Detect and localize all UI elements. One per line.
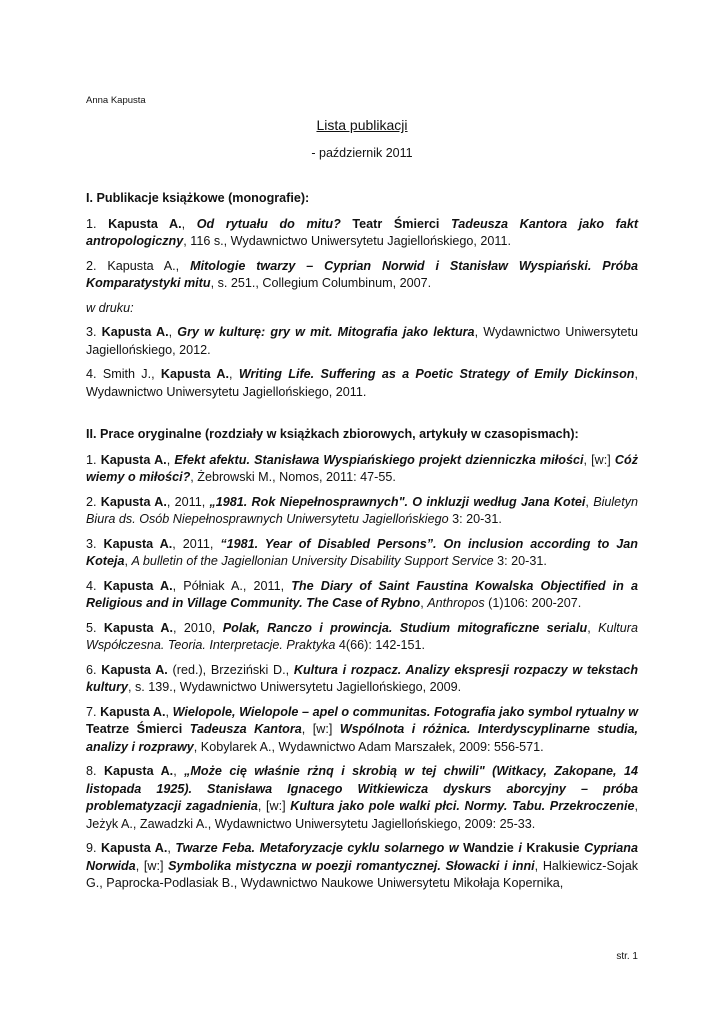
entry-text: , 116 s., Wydawnictwo Uniwersytetu Jagiellońskiego, 2011. <box>183 234 511 248</box>
entry-text: , [w:] <box>257 799 291 813</box>
articles-entries <box>86 452 638 893</box>
entry-text: Kapusta A. <box>103 620 173 635</box>
entry-text: Biuletyn Biura ds. Osób Niepełnosprawnych Uniwersytetu Jagiellońskiego <box>86 494 638 526</box>
entry-text: , [w:] <box>583 452 615 467</box>
books-entries <box>86 216 638 293</box>
entry-text: Kapusta A. <box>101 325 169 339</box>
in-print-label: w druku: <box>86 300 134 315</box>
entry-number: 4. <box>86 367 103 381</box>
entry-text: Kultura jako pole walki płci. Normy. Tabu. Przekroczenie <box>290 799 635 813</box>
entry-text: „1981. Rok Niepełnosprawnych". O inkluzji według Jana Kotei <box>209 494 586 509</box>
entry-text: , <box>167 841 176 855</box>
entry-text: Cypriana Norwida <box>86 841 638 873</box>
entry-text: , <box>165 704 173 719</box>
entry-text: A bulletin of the Jagiellonian University Disability Support Service <box>131 554 494 568</box>
entry-number: 5. <box>86 620 104 635</box>
publication-entry <box>86 366 638 401</box>
entry-text: , <box>585 494 594 509</box>
entry-text: Tadeusza Kantora <box>189 722 302 736</box>
entry-text: Od rytuału do mitu? <box>196 216 341 231</box>
entry-text: Polak, Ranczo i prowincja. Studium mitograficzne serialu <box>222 620 588 635</box>
entry-text: Tadeusza Kantora jako fakt antropologiczny <box>86 216 639 248</box>
document-title <box>0 117 724 133</box>
publication-entry <box>86 536 638 571</box>
entry-text: „Może cię właśnie rżnq i skrobią w tej chwili" (Witkacy, Zakopane, 14 listopada 1925). Stanisława Ignacego Witkiewicza dyskurs aborcyjny – próba problematyzacji zagadnienia <box>86 764 638 813</box>
publication-list <box>86 190 638 900</box>
entry-text <box>182 722 190 736</box>
entry-text: , <box>124 554 132 568</box>
in-print-entries <box>86 324 638 401</box>
entry-text: Kapusta A. <box>160 367 230 381</box>
entry-text: Kapusta A. <box>103 764 174 778</box>
entry-number: 2. <box>86 494 101 509</box>
entry-text: , s. 139., Wydawnictwo Uniwersytetu Jagiellońskiego, 2009. <box>128 680 462 694</box>
publication-entry <box>86 258 638 293</box>
entry-text: The Diary of Saint Faustina Kowalska Objectified in a Religious and in Village Community. The Case of Rybno <box>86 578 638 610</box>
entry-text: 4(66): 142-151. <box>335 638 426 652</box>
entry-text: Kapusta A. <box>100 452 167 467</box>
entry-text: , <box>587 620 599 635</box>
entry-text: , s. 251., Collegium Columbinum, 2007. <box>210 276 432 290</box>
publication-entry <box>86 324 638 359</box>
entry-text: , Żebrowski M., Nomos, 2011: 47-55. <box>190 470 396 484</box>
entry-text: Kapusta A. <box>101 662 168 677</box>
entry-text: (red.), Brzeziński D., <box>167 662 294 677</box>
entry-number: 3. <box>86 536 104 551</box>
publication-entry <box>86 578 638 613</box>
entry-number: 8. <box>86 764 104 778</box>
entry-text: Kapusta A. <box>101 841 168 855</box>
entry-text <box>439 217 451 231</box>
entry-text: , <box>173 764 185 778</box>
entry-text: , <box>168 325 178 339</box>
page-number: str. 1 <box>616 951 638 962</box>
entry-number: 7. <box>86 704 101 719</box>
entry-text <box>341 217 353 231</box>
entry-text: , 2011, <box>166 494 210 509</box>
entry-text: Wspólnota i różnica. Interdyscyplinarne studia, analizy i rozprawy <box>86 722 639 754</box>
publication-entry <box>86 216 638 251</box>
entry-text: Symbolika mistyczna w poezji romantycznej. Słowacki i inni <box>168 858 535 873</box>
entry-number: 1. <box>86 452 101 467</box>
publication-entry <box>86 620 638 655</box>
publication-entry <box>86 452 638 487</box>
entry-text: Krakusie <box>526 841 580 855</box>
entry-text: , 2010, <box>173 620 223 635</box>
entry-text: , <box>229 367 239 381</box>
entry-text: Kultura i rozpacz. Analizy ekspresji rozpaczy w tekstach kultury <box>86 662 639 694</box>
publication-entry <box>86 763 638 833</box>
entry-text: Kapusta A. <box>108 216 182 231</box>
document-title-text: Lista publikacji <box>316 117 408 133</box>
entry-text: Kapusta A. <box>100 704 166 719</box>
entry-text: Twarze Feba. Metaforyzacje cyklu solarnego w <box>175 841 464 855</box>
entry-text: , Kobylarek A., Wydawnictwo Adam Marszałek, 2009: 556-571. <box>193 739 544 754</box>
entry-text: 3: 20-31. <box>493 554 547 568</box>
entry-text: , <box>420 596 428 610</box>
entry-text: , Wydawnictwo Uniwersytetu Jagiellońskiego, 2012. <box>86 325 639 357</box>
entry-text: Efekt afektu. Stanisława Wyspiańskiego projekt dzienniczka miłości <box>174 452 584 467</box>
publication-entry <box>86 494 638 529</box>
section-heading-articles: II. Prace oryginalne (rozdziały w książkach zbiorowych, artykuły w czasopismach): <box>86 427 579 441</box>
entry-text: , <box>166 452 175 467</box>
entry-text: Kultura Współczesna. Teoria. Interpretacje. Praktyka <box>86 620 638 652</box>
document-date: - październik 2011 <box>311 146 413 160</box>
entry-text: , Półniak A., 2011, <box>172 578 292 593</box>
entry-text: Anthropos <box>427 596 485 610</box>
entry-text: , [w:] <box>301 722 340 736</box>
entry-text: Writing Life. Suffering as a Poetic Strategy of Emily Dickinson <box>238 367 635 381</box>
entry-text: Kapusta A., <box>107 258 191 273</box>
entry-number: 6. <box>86 662 102 677</box>
entry-text: Gry w kulturę: gry w mit. Mitografia jako lektura <box>177 325 475 339</box>
entry-text: , Wydawnictwo Uniwersytetu Jagiellońskiego, 2011. <box>86 367 639 399</box>
entry-text: Smith J., <box>102 367 161 381</box>
entry-text: Kapusta A. <box>100 494 167 509</box>
entry-text: Teatr Śmierci <box>352 216 440 231</box>
entry-text: “1981. Year of Disabled Persons”. On inclusion according to Jan Koteja <box>86 536 638 568</box>
entry-text: 3: 20-31. <box>448 512 502 526</box>
entry-text: Wandzie <box>463 841 514 855</box>
entry-text: Cóż wiemy o miłości? <box>86 452 639 484</box>
entry-text: , Jeżyk A., Zawadzki A., Wydawnictwo Uniwersytetu Jagiellońskiego, 2009: 25-33. <box>86 799 638 831</box>
entry-number: 4. <box>86 578 104 593</box>
entry-text: Teatrze Śmierci <box>86 722 183 736</box>
entry-number: 1. <box>86 216 109 231</box>
section-spacer <box>86 408 638 426</box>
entry-text: Kapusta A. <box>103 536 173 551</box>
entry-text: , Halkiewicz-Sojak G., Paprocka-Podlasiak B., Wydawnictwo Naukowe Uniwersytetu Mikołaja Kopernika, <box>86 858 639 890</box>
entry-text: (1)106: 200-207. <box>484 596 582 610</box>
entry-text: Wielopole, Wielopole – apel o communitas. Fotografia jako symbol rytualny w <box>172 704 638 719</box>
entry-text: Mitologie twarzy – Cyprian Norwid i Stanisław Wyspiański. Próba Komparatystyki mitu <box>86 258 638 290</box>
entry-text: , <box>181 216 197 231</box>
entry-text: Kapusta A. <box>103 578 173 593</box>
publication-entry <box>86 662 638 697</box>
entry-number: 3. <box>86 325 102 339</box>
entry-text: i <box>518 841 522 855</box>
entry-text: , [w:] <box>135 858 169 873</box>
entry-text: , 2011, <box>172 536 221 551</box>
author-name: Anna Kapusta <box>86 95 146 106</box>
publication-entry <box>86 704 638 757</box>
section-heading-books: I. Publikacje książkowe (monografie): <box>86 191 310 205</box>
publication-entry <box>86 840 638 893</box>
entry-number: 9. <box>86 841 102 855</box>
entry-number: 2. <box>86 258 108 273</box>
